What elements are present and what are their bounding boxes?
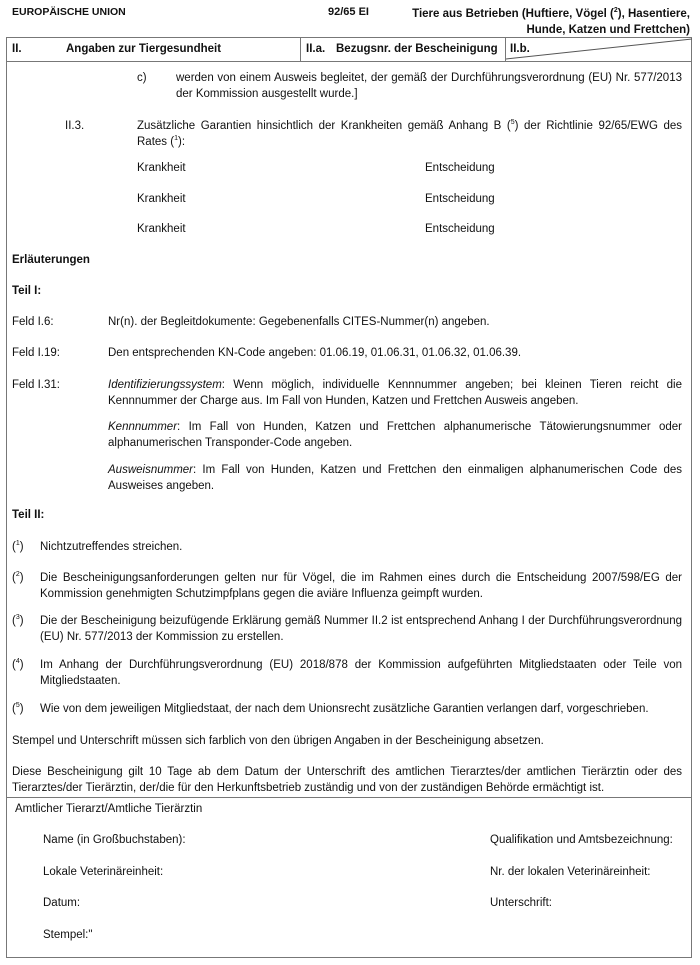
name-label: Name (in Großbuchstaben): xyxy=(43,834,186,846)
reference-number-label: Bezugsnr. der Bescheinigung xyxy=(336,43,498,55)
certificate-title: Tiere aus Betrieben (Huftiere, Vögel ($^2$), Hasentiere, Hunde, Katzen und Frettchen) xyxy=(412,7,690,36)
footnote-marker: ($^4$) xyxy=(12,658,24,671)
footnote-marker: ($^1$) xyxy=(12,540,24,553)
certificate-frame xyxy=(6,37,692,958)
footnote-marker: ($^2$) xyxy=(12,571,24,584)
section-label: Angaben zur Tiergesundheit xyxy=(66,43,222,55)
signature-heading: Amtlicher Tierarzt/Amtliche Tierärztin xyxy=(15,803,203,815)
stamp-label: Stempel:" xyxy=(43,929,93,941)
field-text: Ausweisnummer: Im Fall von Hunden, Katzen und Frettchen den einmaligen alphanumerischen Code des Ausweises angeben. xyxy=(108,464,682,492)
part1-heading: Teil I: xyxy=(12,285,42,297)
certificate-code: 92/65 EI xyxy=(328,6,369,18)
footnote-text: Nichtzutreffendes streichen. xyxy=(40,541,183,553)
section-iib-label: II.b. xyxy=(510,43,530,55)
decision-field: Entscheidung xyxy=(425,193,495,205)
decision-field: Entscheidung xyxy=(425,162,495,174)
part2-heading: Teil II: xyxy=(12,509,45,521)
notes-heading: Erläuterungen xyxy=(12,254,90,266)
disease-field: Krankheit xyxy=(137,223,186,235)
vet-unit-label: Lokale Veterinäreinheit: xyxy=(43,866,164,878)
stamp-note: Stempel und Unterschrift müssen sich farblich von den übrigen Angaben in der Bescheinigung absetzen. xyxy=(12,735,544,747)
decision-field: Entscheidung xyxy=(425,223,495,235)
footnote-marker: ($^5$) xyxy=(12,702,24,715)
footnote-text: Im Anhang der Durchführungsverordnung (EU) 2018/878 der Kommission aufgeführten Mitgliedstaaten oder Teile von Mitgliedstaaten. xyxy=(40,659,682,687)
field-text: Nr(n). der Begleitdokumente: Gegebenenfalls CITES-Nummer(n) angeben. xyxy=(108,316,490,328)
section-number: II. xyxy=(12,43,22,55)
date-label: Datum: xyxy=(43,897,81,909)
field-label: Feld I.19: xyxy=(12,347,60,359)
item-c-marker: c) xyxy=(137,72,147,84)
footnote-text: Wie von dem jeweiligen Mitgliedstaat, der nach dem Unionsrecht zusätzliche Garantien verlangen darf, vorgeschrieben. xyxy=(40,703,649,715)
disease-field: Krankheit xyxy=(137,162,186,174)
struck-field-diagonal xyxy=(506,37,692,61)
field-text: Kennnummer: Im Fall von Hunden, Katzen und Frettchen alphanumerische Tätowierungsnummer oder alphanumerischen Transponder-Code angeben. xyxy=(108,421,682,449)
reference-number-label-num: II.a. xyxy=(306,43,326,55)
signature-label: Unterschrift: xyxy=(490,897,552,909)
footnote-text: Die Bescheinigungsanforderungen gelten nur für Vögel, die im Rahmen eines durch die Entscheidung 2007/598/EG der Kommission genehmigten Schutzimpfplans gegen die aviäre Influenza geimpft wurden. xyxy=(40,572,682,600)
field-text: Identifizierungssystem: Wenn möglich, individuelle Kennnummer angeben; bei kleinen Tieren reicht die Kennnummer der Charge aus. Im Fall von Hunden, Katzen und Frettchen Ausweis angeben. xyxy=(108,379,682,407)
item-ii3-text: Zusätzliche Garantien hinsichtlich der Krankheiten gemäß Anhang B ($^5$) der Richtlinie 92/65/EWG des Rates ($^1$): xyxy=(137,119,682,148)
section-header-bar xyxy=(6,37,692,62)
field-label: Feld I.31: xyxy=(12,379,60,391)
qualification-label: Qualifikation und Amtsbezeichnung: xyxy=(490,834,673,846)
item-ii3-number: II.3. xyxy=(65,120,85,132)
vet-unit-number-label: Nr. der lokalen Veterinäreinheit: xyxy=(490,866,651,878)
field-label: Feld I.6: xyxy=(12,316,54,328)
footnote-text: Die der Bescheinigung beizufügende Erklärung gemäß Nummer II.2 ist entsprechend Anhang I der Durchführungsverordnung (EU) Nr. 577/2013 der Kommission zu erstellen. xyxy=(40,615,682,643)
disease-field: Krankheit xyxy=(137,193,186,205)
footnote-marker: ($^3$) xyxy=(12,614,24,627)
union-label: EUROPÄISCHE UNION xyxy=(12,6,126,18)
divider xyxy=(300,37,301,61)
validity-note: Diese Bescheinigung gilt 10 Tage ab dem Datum der Unterschrift des amtlichen Tierarztes/der amtlichen Tierärztin oder des Tierarztes/der Tierärztin, der/die für den Herkunftsbetrieb zuständig und von der zuständigen Behörde ermächtigt ist. xyxy=(12,766,682,794)
item-c-text: werden von einem Ausweis begleitet, der gemäß der Durchführungsverordnung (EU) Nr. 577/2013 der Kommission ausgestellt wurde.] xyxy=(176,72,682,100)
signature-divider xyxy=(6,797,692,798)
field-text: Den entsprechenden KN-Code angeben: 01.06.19, 01.06.31, 01.06.32, 01.06.39. xyxy=(108,347,522,359)
